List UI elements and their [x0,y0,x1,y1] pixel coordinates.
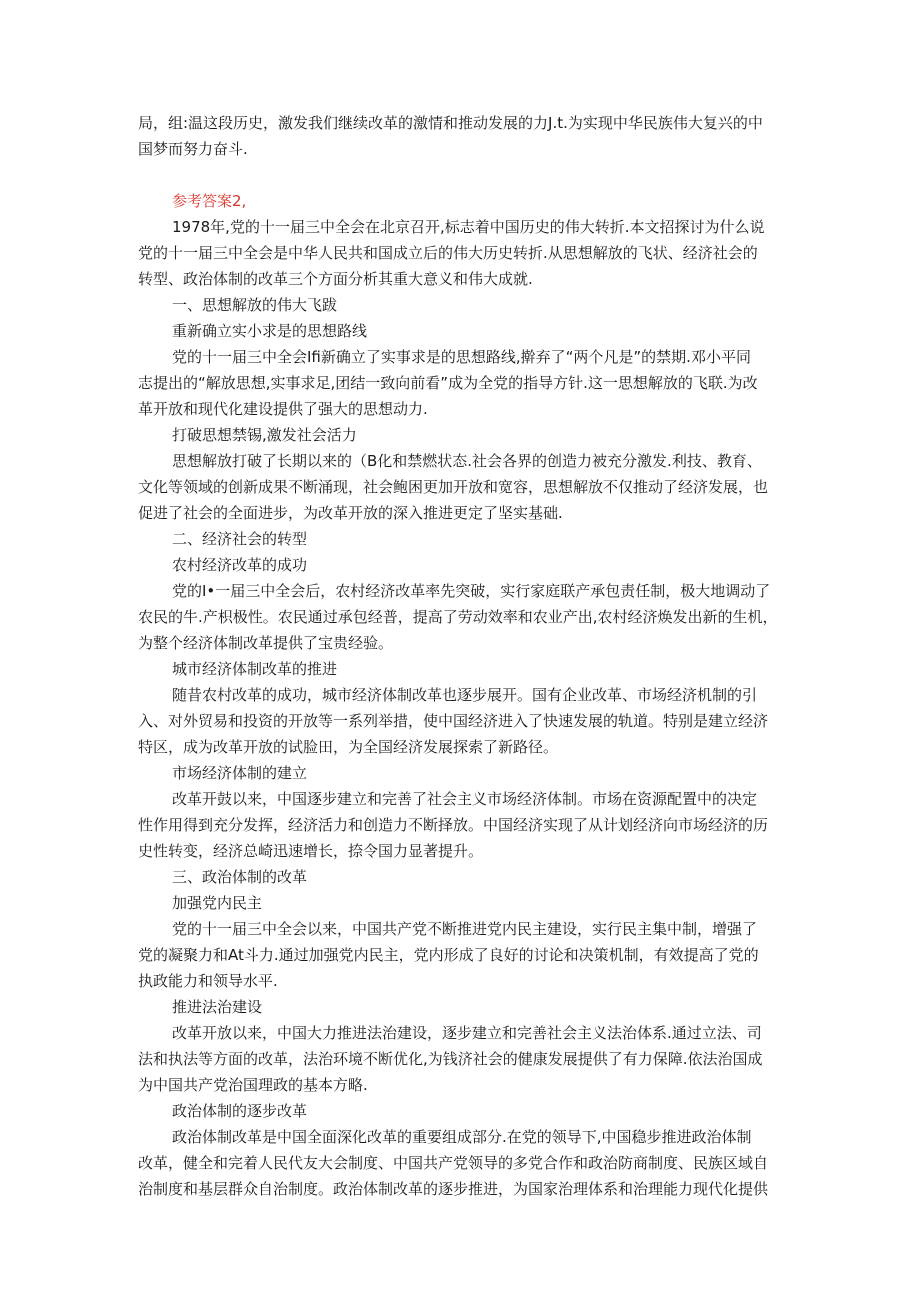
body-line: 改革开鼓以来，中国逐步建立和完善了社会主义市场经济体制。市场在资源配置中的决定 [172,790,758,808]
body-line: 党的十一届三中全会是中华人民共和国成立后的伟大历史转折.从思想解放的飞状、经济社会的 [138,244,758,262]
body-line: 随昔农村改革的成功，城市经济体制改革也逐步展开。国有企业改革、市场经济机制的引 [172,686,758,704]
body-line: 执政能力和领导水平. [138,972,278,990]
document-body [138,214,788,1202]
body-line: 治制度和基层群众自治制度。政治体制改革的逐步推进，为国家治理体系和治理能力现代化提供 [138,1180,769,1198]
body-line: 农民的牛.产枳极性。农民通过承包经普，提高了劳动效率和农业产出,农村经济焕发出新的生机， [138,608,778,626]
body-line: 思想解放打破了长期以来的（B化和禁燃状态.社会各界的创造力被充分激发.利技、教育、 [172,452,762,470]
body-line: 农村经济改革的成功 [172,556,308,574]
body-line: 入、对外贸易和投资的开放等一系列举措，使中国经济进入了快速发展的轨道。特别是建立经济 [138,712,769,730]
paragraph-gap [138,162,788,188]
body-line: 推进法治建设 [172,998,263,1016]
body-line: 性作用得到充分发挥，经济活力和创造力不断择放。中国经济实现了从计划经济向市场经济的历 [138,816,769,834]
body-line: 特区，成为改革开放的试脸田，为全国经济发展探索了新路径。 [138,738,559,756]
body-line: 政治体制改革是中国全面深化改革的重要组成部分.在党的领导下,中国稳步推进政治体制 [172,1128,752,1146]
body-line: 加强党内民主 [172,894,263,912]
intro-line: 局，组:温这段历史，激发我们继续改革的激情和推动发展的力J.t.为实现中华民族伟大复兴的中 [138,114,763,132]
body-line: 志提出的“解放思想,实事求足,团结一致向前看”成为全党的指导方针.这一思想解放的飞联.为改 [138,374,758,392]
body-line: 一、思想解放的伟大飞跋 [172,296,338,314]
body-line: 法和执法等方面的改革，法治环境不断优化,为钱济社会的健康发展提供了有力保障.依法治国成 [138,1050,763,1068]
body-line: 1978年,党的十一届三中全会在北京召开,标志着中国历史的伟大转折.本文招探讨为什么说 [172,218,765,236]
body-line: 文化等领域的创新成果不断涌现，社会鲍困更加开放和宽容，思想解放不仅推动了经济发展，也 [138,478,769,496]
answer-title: 参考答案2, [172,192,247,210]
intro-line: 国梦而努力奋斗. [138,140,248,158]
body-line: 打破思想禁锡,激发社会活力 [172,426,357,444]
body-line: 政治体制的逐步改革 [172,1102,308,1120]
body-line: 党的凝聚力和At斗力.通过加强党内民主，党内形成了良好的讨论和决策机制，有效提高了党的 [138,946,759,964]
body-line: 改革，健全和完着人民代友大会制度、中国共产党领导的多党合作和政治防商制度、民族区域自 [138,1154,769,1172]
body-line: 三、政治体制的改革 [172,868,308,886]
body-line: 促进了社会的全面进步，为改革开放的深入推进更定了坚实基础. [138,504,563,522]
body-line: 城市经济体制改革的推进 [172,660,338,678]
body-line: 史性转变，经济总崎迅速增长，捺令国力显著提升。 [138,842,484,860]
body-line: 革开放和现代化建设提供了强大的思想动力. [138,400,428,418]
body-line: 党的十一届三中全会以来，中国共产党不断推进党内民主建设，实行民主集中制，增强了 [172,920,758,938]
body-line: 党的十一届三中全会Ifi新确立了实事求是的思想路线,擀弃了“两个凡是”的禁期.邓小平同 [172,348,751,366]
body-line: 为中国共产党治国理政的基本方略. [138,1076,368,1094]
body-line: 转型、政治体制的改革三个方面分析其重大意义和伟大成就. [138,270,533,288]
body-line: 党的I•一届三中全会后，农村经济改革率先突破，实行家庭联产承包责任制，极大地调动了 [172,582,771,600]
body-line: 重新确立实小求是的思想路线 [172,322,368,340]
body-line: 为整个经济体制改革提供了宝贵经验。 [138,634,394,652]
document-page [138,110,788,1202]
body-line: 改革开放以来，中国大力推进法治建设，逐步建立和完善社会主义法治体系.通过立法、司 [172,1024,762,1042]
body-line: 市场经济体制的建立 [172,764,308,782]
body-line: 二、经济社会的转型 [172,530,308,548]
